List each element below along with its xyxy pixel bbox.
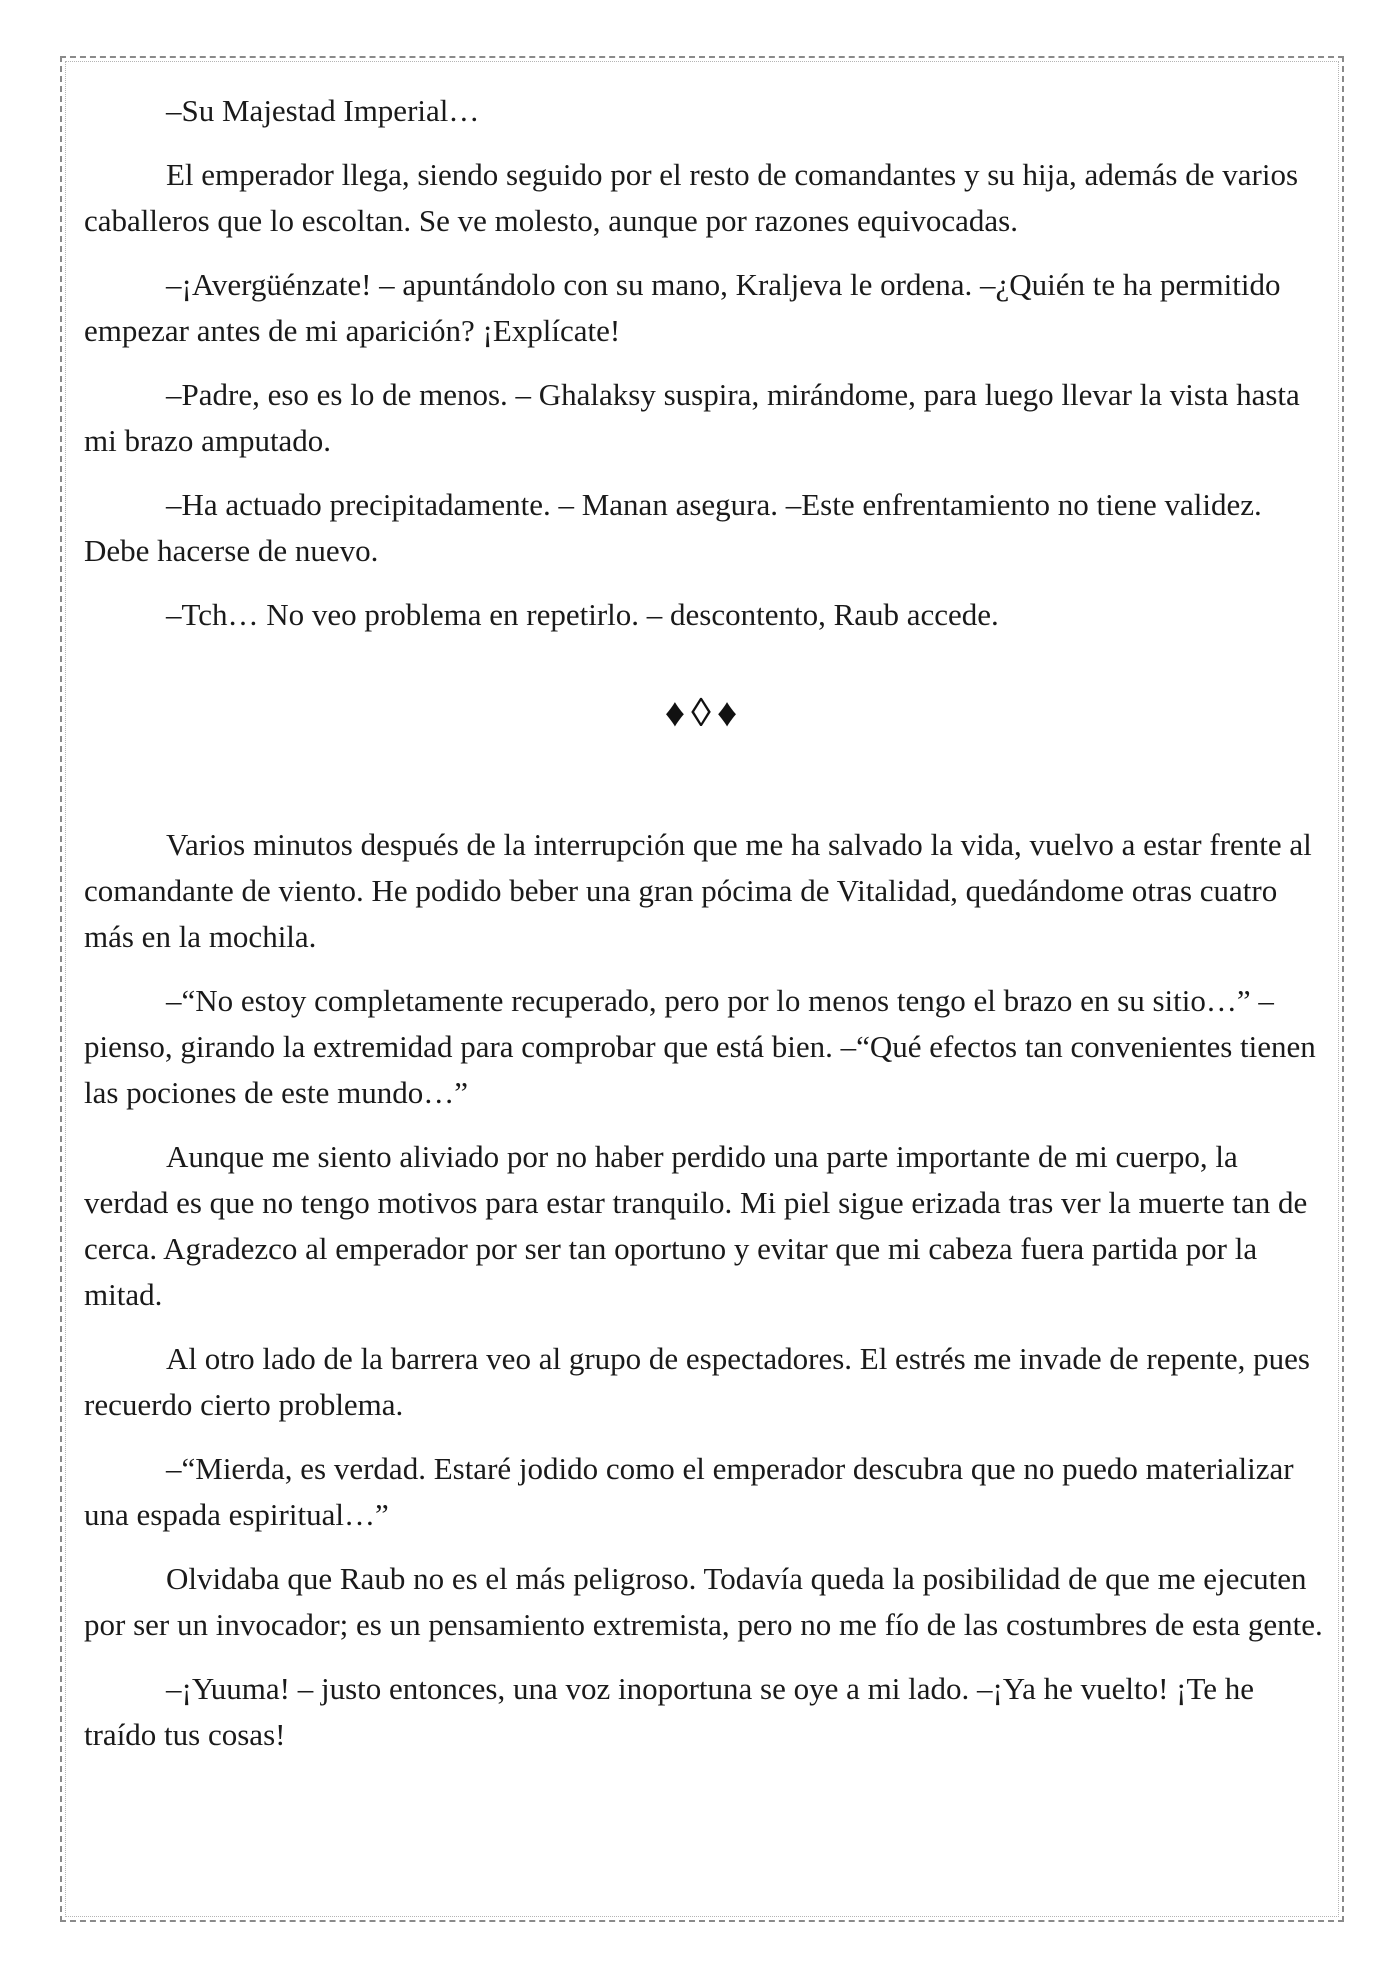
dialogue-paragraph: –Su Majestad Imperial… [166, 93, 480, 128]
dialogue-paragraph: –Ha actuado precipitadamente. – Manan asegura. –Este enfrentamiento no tiene validez. Debe hacerse de nuevo. [84, 487, 1262, 568]
dialogue-paragraph: –Tch… No veo problema en repetirlo. – descontento, Raub accede. [166, 597, 999, 632]
document-body [84, 88, 1324, 1776]
narration-paragraph: Varios minutos después de la interrupción que me ha salvado la vida, vuelvo a estar frente al comandante de viento. He podido beber una gran pócima de Vitalidad, quedándome otras cuatro más en la mochila. [84, 827, 1312, 954]
narration-paragraph: Aunque me siento aliviado por no haber perdido una parte importante de mi cuerpo, la verdad es que no tengo motivos para estar tranquilo. Mi piel sigue erizada tras ver la muerte tan de cerca. Agradezco al emperador por ser tan oportuno y evitar que mi cabeza fuera partida por la mitad. [84, 1139, 1308, 1312]
section-separator-ornament: ♦◊♦ [664, 690, 744, 735]
narration-paragraph: Al otro lado de la barrera veo al grupo de espectadores. El estrés me invade de repente, pues recuerdo cierto problema. [84, 1341, 1310, 1422]
thought-paragraph: –“Mierda, es verdad. Estaré jodido como el emperador descubra que no puedo materializar una espada espiritual…” [84, 1451, 1294, 1532]
narration-paragraph: El emperador llega, siendo seguido por el resto de comandantes y su hija, además de varios caballeros que lo escoltan. Se ve molesto, aunque por razones equivocadas. [84, 157, 1299, 238]
narration-paragraph: Olvidaba que Raub no es el más peligroso. Todavía queda la posibilidad de que me ejecuten por ser un invocador; es un pensamiento extremista, pero no me fío de las costumbres de esta gente. [84, 1561, 1323, 1642]
dialogue-paragraph: –¡Avergüénzate! – apuntándolo con su mano, Kraljeva le ordena. –¿Quién te ha permitido empezar antes de mi aparición? ¡Explícate! [84, 267, 1281, 348]
thought-paragraph: –“No estoy completamente recuperado, pero por lo menos tengo el brazo en su sitio…” – pienso, girando la extremidad para comprobar que está bien. –“Qué efectos tan convenientes tienen las pociones de este mundo…” [84, 983, 1316, 1110]
dialogue-paragraph: –¡Yuuma! – justo entonces, una voz inoportuna se oye a mi lado. –¡Ya he vuelto! ¡Te he traído tus cosas! [84, 1671, 1255, 1752]
dialogue-paragraph: –Padre, eso es lo de menos. – Ghalaksy suspira, mirándome, para luego llevar la vista hasta mi brazo amputado. [84, 377, 1300, 458]
